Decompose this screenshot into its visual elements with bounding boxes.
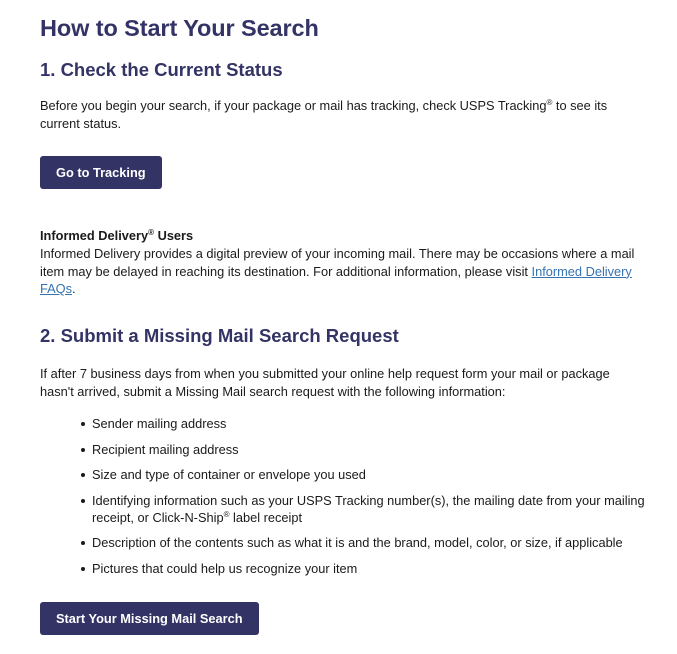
- informed-delivery-label-text: Informed Delivery: [40, 228, 149, 243]
- go-to-tracking-button[interactable]: Go to Tracking: [40, 156, 162, 189]
- informed-delivery-faqs-link[interactable]: Informed Delivery FAQs: [40, 263, 632, 296]
- informed-delivery-body-end: .: [72, 281, 76, 296]
- check-status-intro-text: Before you begin your search, if your package or mail has tracking, check USPS Tracking: [40, 98, 547, 113]
- registered-mark: ®: [223, 509, 230, 519]
- informed-delivery-label-end: Users: [154, 228, 194, 243]
- list-item: Description of the contents such as what it is and the brand, model, color, or size, if applicable: [80, 534, 650, 551]
- list-item-text-end: label receipt: [229, 509, 303, 525]
- informed-delivery-label: [40, 227, 193, 245]
- section-missing-mail-title: 2. Submit a Missing Mail Search Request: [40, 325, 399, 346]
- check-status-intro-end: to see its current status.: [40, 98, 608, 131]
- registered-mark: ®: [148, 228, 155, 237]
- list-item: Pictures that could help us recognize your item: [80, 560, 650, 577]
- missing-mail-intro: If after 7 business days from when you submitted your online help request form your mail or package hasn't arrived, submit a Missing Mail search request with the following information:: [40, 366, 610, 399]
- informed-delivery-body: [40, 245, 645, 298]
- page-title: How to Start Your Search: [40, 15, 319, 41]
- list-item: Recipient mailing address: [80, 441, 650, 458]
- list-item-text: Identifying information such as your USPS Tracking number(s), the mailing date from your mailing receipt, or Click-N-Ship: [92, 492, 645, 525]
- section-check-status-title: 1. Check the Current Status: [40, 59, 283, 80]
- list-item: Size and type of container or envelope you used: [80, 466, 650, 483]
- informed-delivery-body-text: Informed Delivery provides a digital preview of your incoming mail. There may be occasions where a mail item may be delayed in reaching its destination. For additional information, please visit: [40, 246, 635, 279]
- required-info-list: [80, 415, 650, 585]
- start-missing-mail-search-button[interactable]: Start Your Missing Mail Search: [40, 602, 259, 635]
- check-status-intro: [40, 97, 630, 132]
- list-item: Sender mailing address: [80, 415, 650, 432]
- list-item: [80, 492, 650, 526]
- registered-mark: ®: [546, 98, 553, 107]
